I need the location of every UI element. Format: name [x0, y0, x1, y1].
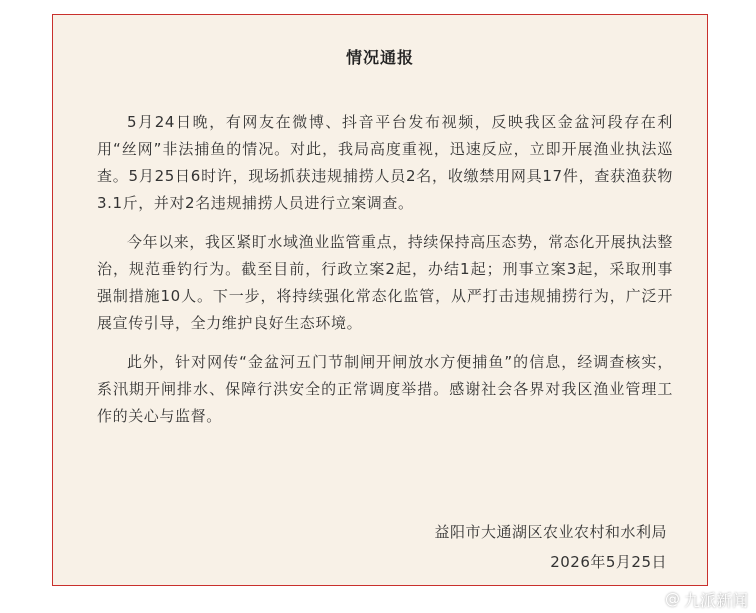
notice-card — [52, 14, 708, 586]
source-name: 九派新闻 — [683, 590, 748, 610]
notice-body — [97, 109, 673, 442]
notice-paragraph-2: 今年以来，我区紧盯水域渔业监管重点，持续保持高压态势，常态化开展执法整治，规范垂钓行为。截至目前，行政立案2起，办结1起；刑事立案3起，采取刑事强制措施10人。下一步，将持续强化常态化监管，从严打击违规捕捞行为，广泛开展宣传引导，全力维护良好生态环境。 — [97, 233, 674, 332]
signature-block — [434, 517, 667, 577]
notice-paragraph-3: 此外，针对网传“金盆河五门节制闸开闸放水方便捕鱼”的信息，经调查核实，系汛期开闸排水、保障行洪安全的正常调度举措。感谢社会各界对我区渔业管理工作的关心与监督。 — [97, 353, 673, 425]
notice-title: 情况通报 — [345, 48, 414, 67]
notice-paragraph-1: 5月24日晚，有网友在微博、抖音平台发布视频，反映我区金盆河段存在利用“丝网”非法捕鱼的情况。对此，我局高度重视，迅速反应，立即开展渔业执法巡查。5月25日6时许，现场抓获违规捕捞人员2名，收缴禁用网具17件，查获渔获物3.1斤，并对2名违规捕捞人员进行立案调查。 — [97, 113, 673, 212]
issuer-name: 益阳市大通湖区农业农村和水利局 — [434, 523, 667, 541]
issue-date: 2026年5月25日 — [550, 553, 667, 571]
source-watermark — [639, 587, 748, 611]
at-sign: @ — [664, 590, 680, 608]
weibo-icon — [639, 590, 661, 608]
